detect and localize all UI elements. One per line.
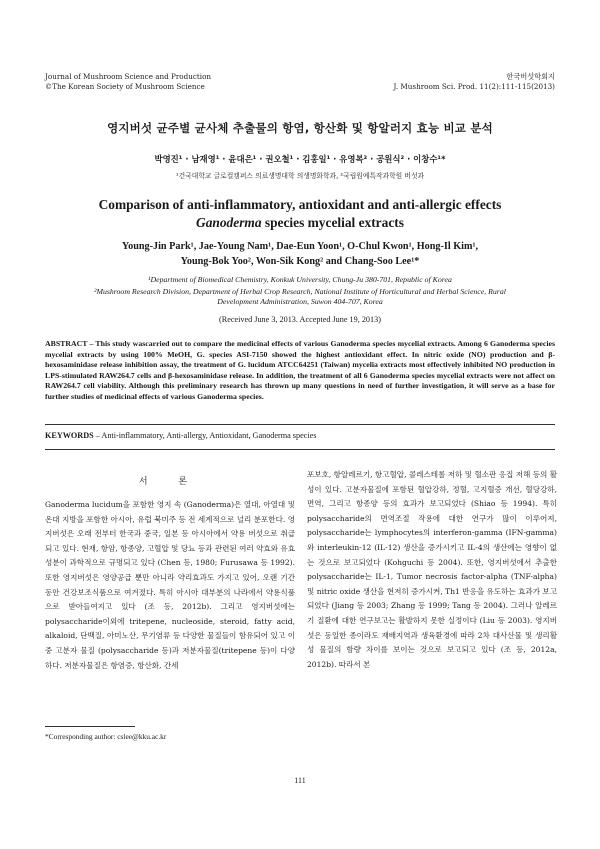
received-dates: (Received June 3, 2013. Accepted June 19, 2013) [219, 315, 381, 324]
page-number: 111 [294, 776, 306, 785]
authors-line2: Young-Bok Yoo², Won-Sik Kong² and Chang-Soo Lee¹* [180, 256, 420, 267]
corresponding-author-footnote: *Corresponding author: cslee@kku.ac.kr [45, 732, 167, 741]
korean-title: 영지버섯 균주별 균사체 추출물의 항염, 항산화 및 항알러지 효능 비교 분석 [107, 121, 493, 135]
keywords [45, 431, 555, 440]
abstract [45, 339, 555, 403]
affiliation-2-line1: ²Mushroom Research Division, Department of Herbal Crop Research, National Institute of Horticultural and Herbal Science, Rural [94, 287, 506, 296]
keywords-divider [45, 449, 555, 450]
body-left-column: Ganoderma lucidum을 포함한 영지 속 (Ganoderma)은 열대, 아열대 및 온대 지방을 포함한 아시아, 유럽 북미주 등 전 세계적으로 널리 분포한다. 영지버섯은 오래 전부터 한국과 중국, 일본 등 아시아에서 약용 버섯으로 취급되고 있다. 현재, 항암, 항종양, 고혈압 및 당뇨 등과 관련된 여러 약효와 유효성분이 과학적으로 규명되고 있다 (Chen 등, 1980; Furusawa 등 1992). 또한 영지버섯은 영양공급 뿐만 아니라 약리효과도 가지고 있어, 오랜 기간 동안 건강보조식품으로 여겨졌다. 특히 아시아 대부분의 나라에서 약용식품으로 받아들여지고 있다 (조 등, 2012b). 그리고 영지버섯에는 polysaccharide이외에 tritepene, nucleoside, steroid, fatty acid, alkaloid, 단백질, 아미노산, 무기염류 등 다양한 물질들이 함유되어 있고 이 중 고분자 물질 (polysaccharide 등)과 저분자물질(tritepene 등)이 다양하다. 저분자물질은 항염증, 항산화, 간세 [45, 500, 295, 670]
abstract-text: – This study wascarried out to compare the medicinal effects of various Ganoderma species mycelial extracts. Among 6 Ganoderma species mycelial extracts by using 100% MeOH, G. species ASI-7150 showed the highest antioxidant effect. In nitric oxide (NO) production and β-hexosaminidase release inhibition assay, the treatment of G. lucidum ATCC64251 (Taiwan) mycelia extracts most effectively inhibited NO production in LPS-stimulated RAW264.7 cells and β-hexosaminidase release. In addition, the treatment of all 6 Ganoderma species mycelial extracts were not affect on RAW264.7 cell viability. Although this preliminary research has thrown up many questions in need of further investigation, it will serve as a base for further studies of medicinal effects of various Ganoderma species. [45, 339, 555, 401]
abstract-label: ABSTRACT [45, 339, 88, 348]
genus-name: Ganoderma [196, 215, 262, 230]
english-title-line1: Comparison of anti-inflammatory, antioxidant and anti-allergic effects [98, 197, 502, 212]
english-title-line2 [40, 214, 560, 232]
copyright-line: ©The Korean Society of Mushroom Science [45, 82, 205, 91]
english-title-rest: species mycelial extracts [261, 215, 404, 230]
journal-name: Journal of Mushroom Science and Production [45, 72, 212, 81]
journal-korean-name: 한국버섯학회지 [506, 72, 555, 81]
korean-authors: 박영진¹ · 남재영¹ · 윤대은¹ · 권오철¹ · 김홍일¹ · 유영복² · 공원식² · 이창수¹* [154, 154, 446, 164]
affiliation-2-line2: Development Administration, Suwon 404-707, Korea [217, 297, 383, 307]
english-authors [40, 239, 560, 269]
journal-citation: J. Mushroom Sci. Prod. 11(2):111-115(2013) [393, 82, 555, 91]
english-title [40, 196, 560, 232]
authors-line1: Young-Jin Park¹, Jae-Young Nam¹, Dae-Eun Yoon¹, O-Chul Kwon¹, Hong-Il Kim¹, [121, 241, 479, 252]
section-title-introduction: 서 론 [138, 477, 202, 487]
keywords-text: – Anti-inflammatory, Anti-allergy, Antioxidant, Ganoderma species [93, 431, 317, 440]
english-affiliation-1: ¹Department of Biomedical Chemistry, Konkuk University, Chung-Ju 380-701, Republic of Korea [148, 275, 452, 284]
english-affiliation-2 [40, 287, 560, 308]
footnote-rule [45, 726, 135, 727]
abstract-divider [45, 424, 555, 425]
body-right-column: 포보호, 항알레르기, 항고혈압, 콜레스테롤 저하 및 혈소판 응집 저해 등의 활성이 있다. 고분자물질에 포함된 혈압강하, 정혈, 고지혈증 개선, 혈당강하, 면역, 그리고 항종양 등의 효과가 보고되었다 (Shiao 등 1994). 특히 polysaccharide의 면역조절 작용에 대한 연구가 많이 이루어져, polysaccharide는 lymphocytes의 interferon-gamma (IFN-gamma)와 interleukin-12 (IL-12) 생산을 증가시키고 IL-4의 생산에는 영향이 없는 것으로 보고되었다 (Kohguchi 등 2004). 또한, 영지버섯에서 추출한 polysaccharide는 IL-1, Tumor necrosis factor-alpha (TNF-alpha) 및 nitric oxide 생산을 현저히 증가시켜, Th1 반응을 유도하는 효과가 보고되었다 (Jiang 등 2003; Zhang 등 1999; Tang 등 2004). 그러나 알레르기 질환에 대한 연구보고는 활발하지 못한 실정이다 (Liu 등 2003). 영지버섯은 동일한 종이라도 재배지역과 생육환경에 따라 2차 대사산물 및 생리활성 물질의 함량 차이를 보이는 것으로 보고되고 있다 (조 등, 2012a, 2012b). 따라서 본 [307, 470, 557, 669]
keywords-label: KEYWORDS [45, 431, 94, 440]
korean-affiliations: ¹건국대학교 글로컬캠퍼스 의료생명대학 의생명화학과, ²국립원예특작과학원 버섯과 [175, 172, 425, 180]
